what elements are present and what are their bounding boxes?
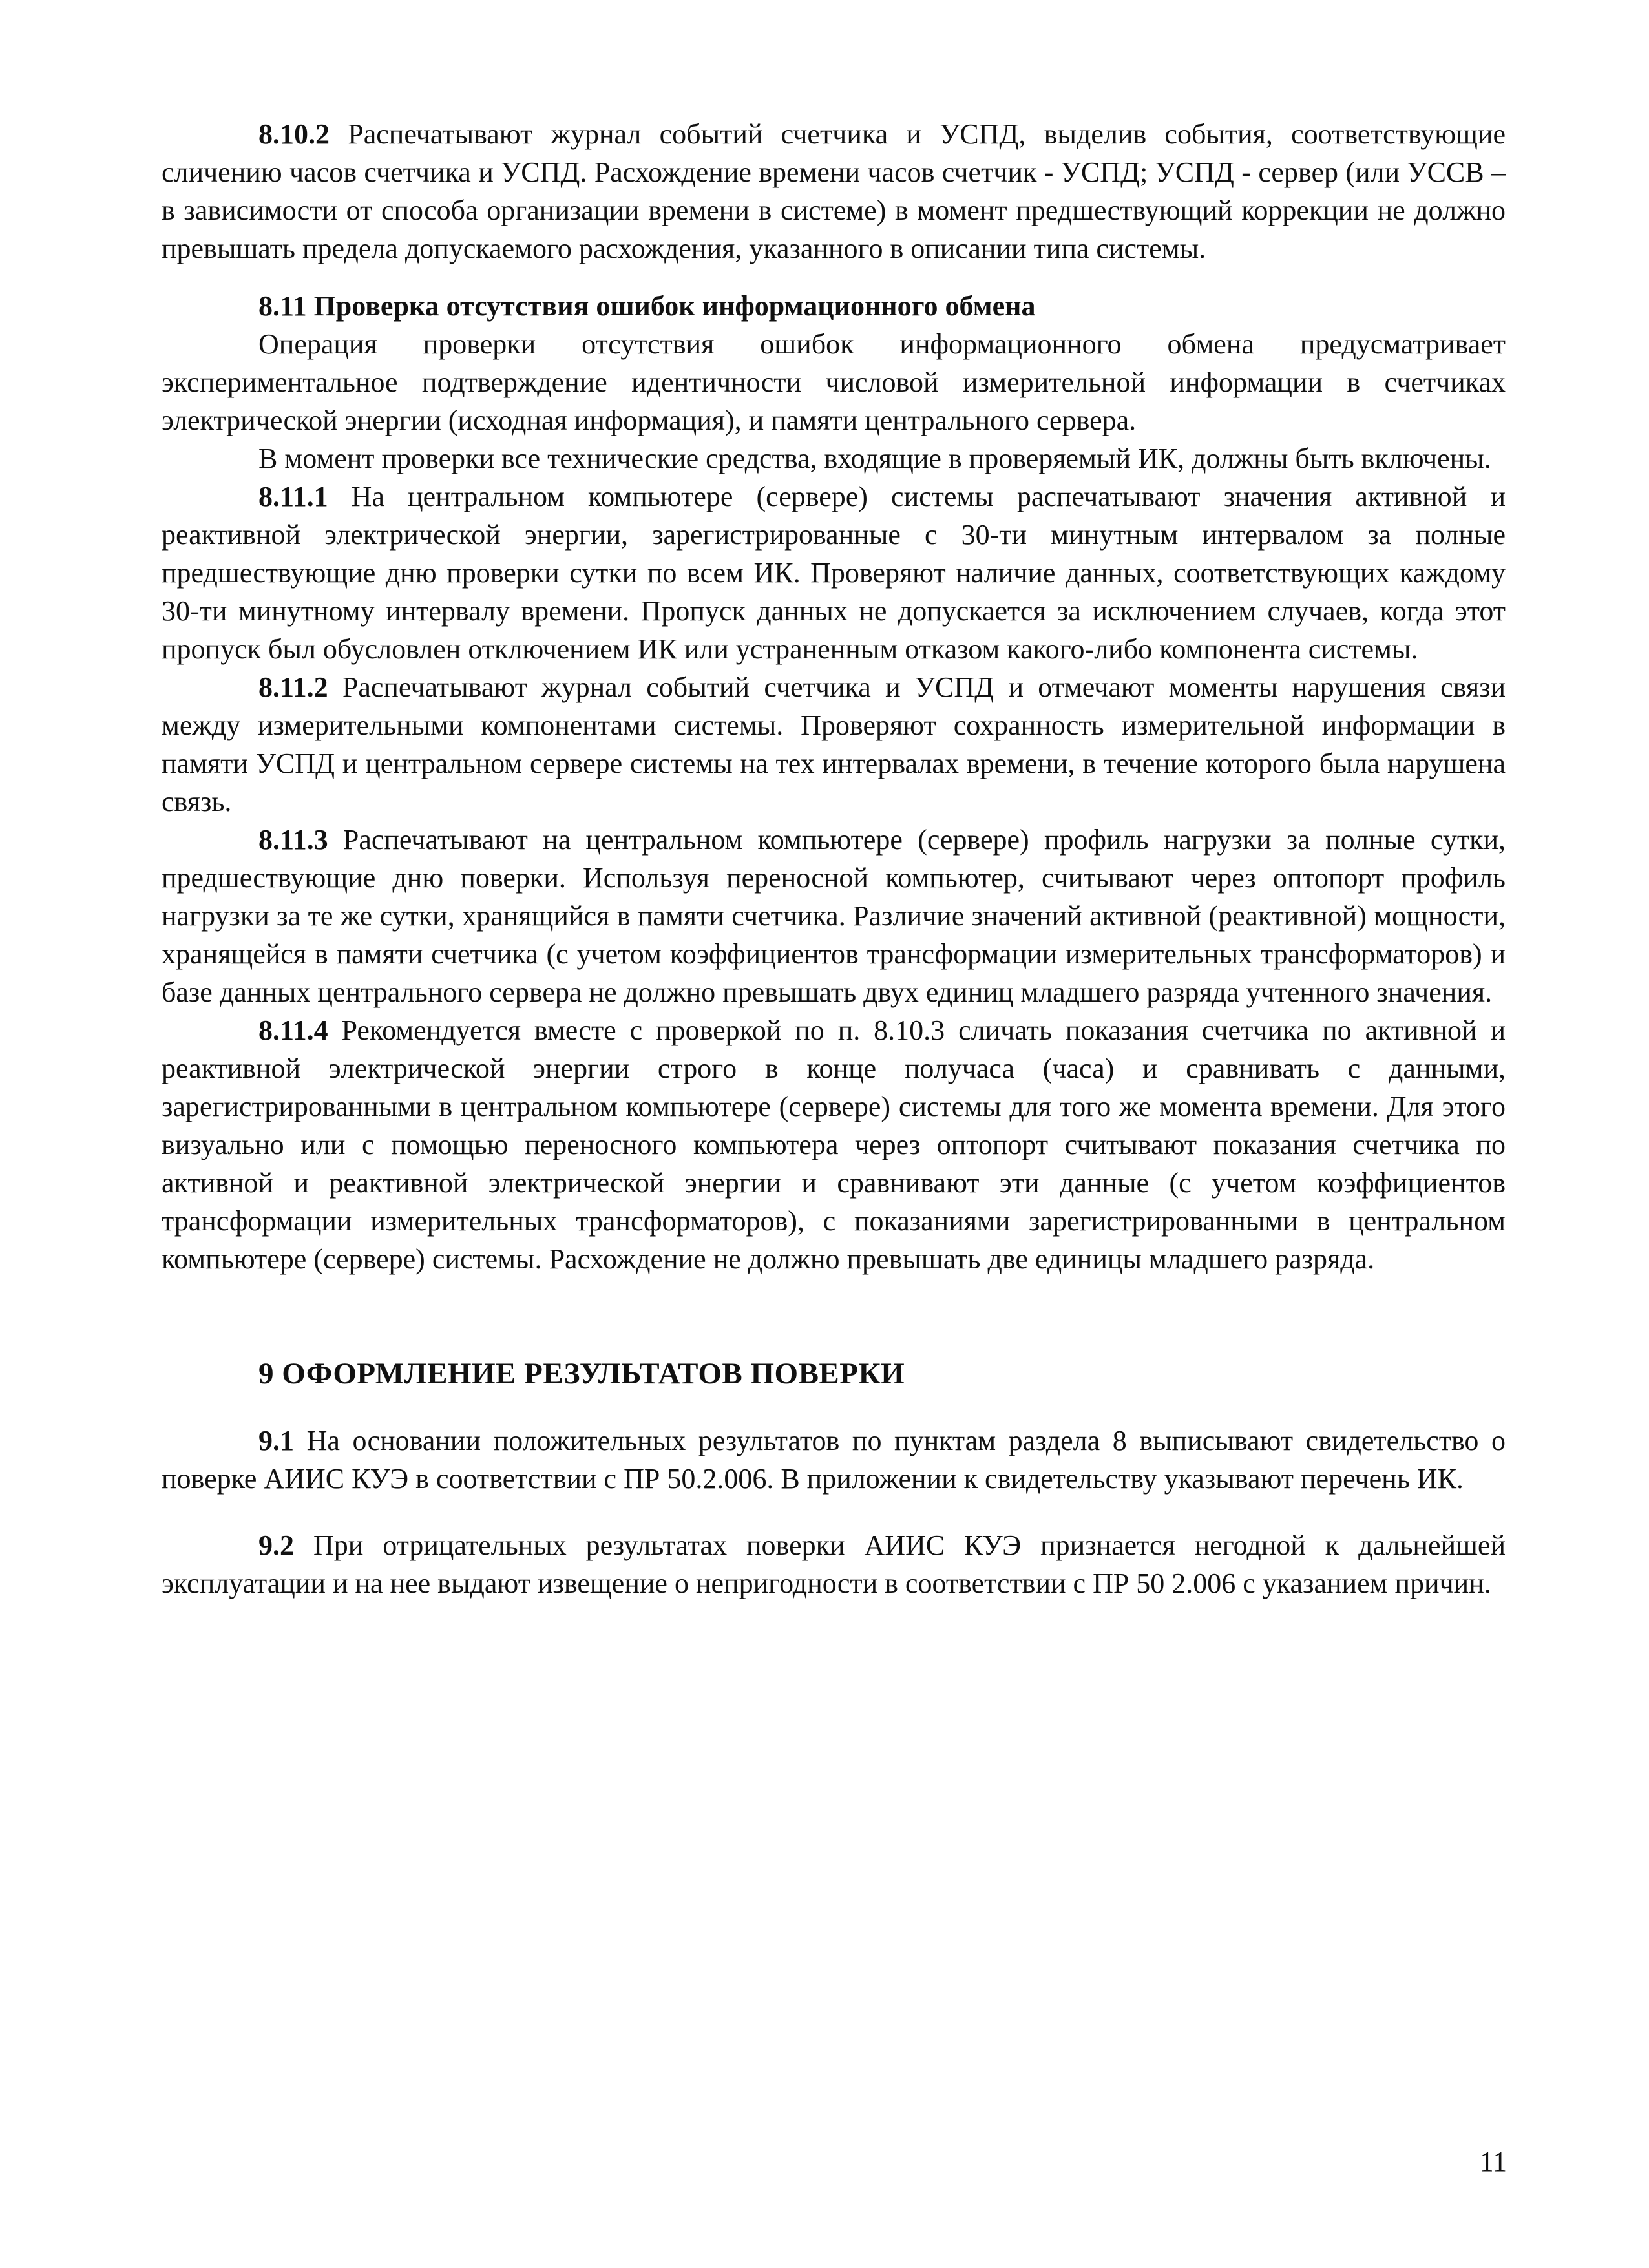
- clause-number: 8.11.3: [258, 824, 328, 856]
- paragraph-8-10-2: [162, 115, 1506, 268]
- clause-text: При отрицательных результатах поверки АИИС КУЭ признается негодной к дальнейшей эксплуатации и на нее выдают извещение о непригодности в соответствии с ПР 50 2.006 с указанием причин.: [162, 1529, 1506, 1599]
- page-number: 11: [1479, 2146, 1507, 2178]
- clause-number: 8.10.2: [258, 118, 330, 150]
- paragraph-8-11-4: [162, 1011, 1506, 1278]
- paragraph-8-11-3: [162, 821, 1506, 1011]
- document-page: [162, 115, 1506, 1602]
- clause-number: 8.11.1: [258, 481, 328, 512]
- section-heading-8-11: 8.11 Проверка отсутствия ошибок информационного обмена: [258, 290, 1036, 322]
- clause-number: 8.11.4: [258, 1014, 328, 1046]
- paragraph-8-11-moment: В момент проверки все технические средства, входящие в проверяемый ИК, должны быть включены.: [258, 443, 1491, 474]
- paragraph-8-11-intro: Операция проверки отсутствия ошибок информационного обмена предусматривает экспериментальное подтверждение идентичности числовой измерительной информации в счетчиках электрической энергии (исходная информация), и памяти центрального сервера.: [162, 328, 1506, 436]
- clause-number: 9.2: [258, 1529, 294, 1561]
- paragraph-9-2: [162, 1526, 1506, 1602]
- clause-text: На центральном компьютере (сервере) системы распечатывают значения активной и реактивной электрической энергии, зарегистрированные с 30-ти минутным интервалом за полные предшествующие дню проверки сутки по всем ИК. Проверяют наличие данных, соответствующих каждому 30-ти минутному интервалу времени. Пропуск данных не допускается за исключением случаев, когда этот пропуск был обусловлен отключением ИК или устраненным отказом какого-либо компонента системы.: [162, 481, 1506, 665]
- paragraph-8-11-2: [162, 668, 1506, 821]
- clause-text: На основании положительных результатов по пунктам раздела 8 выписывают свидетельство о поверке АИИС КУЭ в соответствии с ПР 50.2.006. В приложении к свидетельству указывают перечень ИК.: [162, 1425, 1506, 1495]
- clause-text: Распечатывают журнал событий счетчика и УСПД, выделив события, соответствующие сличению часов счетчика и УСПД. Расхождение времени часов счетчик - УСПД; УСПД - сервер (или УССВ – в зависимости от способа организации времени в системе) в момент предшествующий коррекции не должно превышать предела допускаемого расхождения, указанного в описании типа системы.: [162, 118, 1506, 264]
- clause-number: 9.1: [258, 1425, 294, 1456]
- paragraph-8-11-1: [162, 478, 1506, 668]
- clause-text: Рекомендуется вместе с проверкой по п. 8.10.3 сличать показания счетчика по активной и реактивной электрической энергии строго в конце получаса (часа) и сравнивать с данными, зарегистрированными в центральном компьютере (сервере) системы для того же момента времени. Для этого визуально или с помощью переносного компьютера через оптопорт считывают показания счетчика по активной и реактивной электрической энергии и сравнивают эти данные (с учетом коэффициентов трансформации измерительных трансформаторов), с показаниями зарегистрированными в центральном компьютере (сервере) системы. Расхождение не должно превышать две единицы младшего разряда.: [162, 1014, 1506, 1275]
- clause-text: Распечатывают журнал событий счетчика и УСПД и отмечают моменты нарушения связи между измерительными компонентами системы. Проверяют сохранность измерительной информации в памяти УСПД и центральном сервере системы на тех интервалах времени, в течение которого была нарушена связь.: [162, 671, 1506, 817]
- clause-number: 8.11.2: [258, 671, 328, 703]
- paragraph-9-1: [162, 1422, 1506, 1498]
- section-title-9: 9 ОФОРМЛЕНИЕ РЕЗУЛЬТАТОВ ПОВЕРКИ: [258, 1357, 905, 1391]
- clause-text: Распечатывают на центральном компьютере (сервере) профиль нагрузки за полные сутки, предшествующие дню поверки. Используя переносной компьютер, считывают через оптопорт профиль нагрузки за те же сутки, хранящийся в памяти счетчика. Различие значений активной (реактивной) мощности, хранящейся в памяти счетчика (с учетом коэффициентов трансформации измерительных трансформаторов) и базе данных центрального сервера не должно превышать двух единиц младшего разряда учтенного значения.: [162, 824, 1506, 1008]
